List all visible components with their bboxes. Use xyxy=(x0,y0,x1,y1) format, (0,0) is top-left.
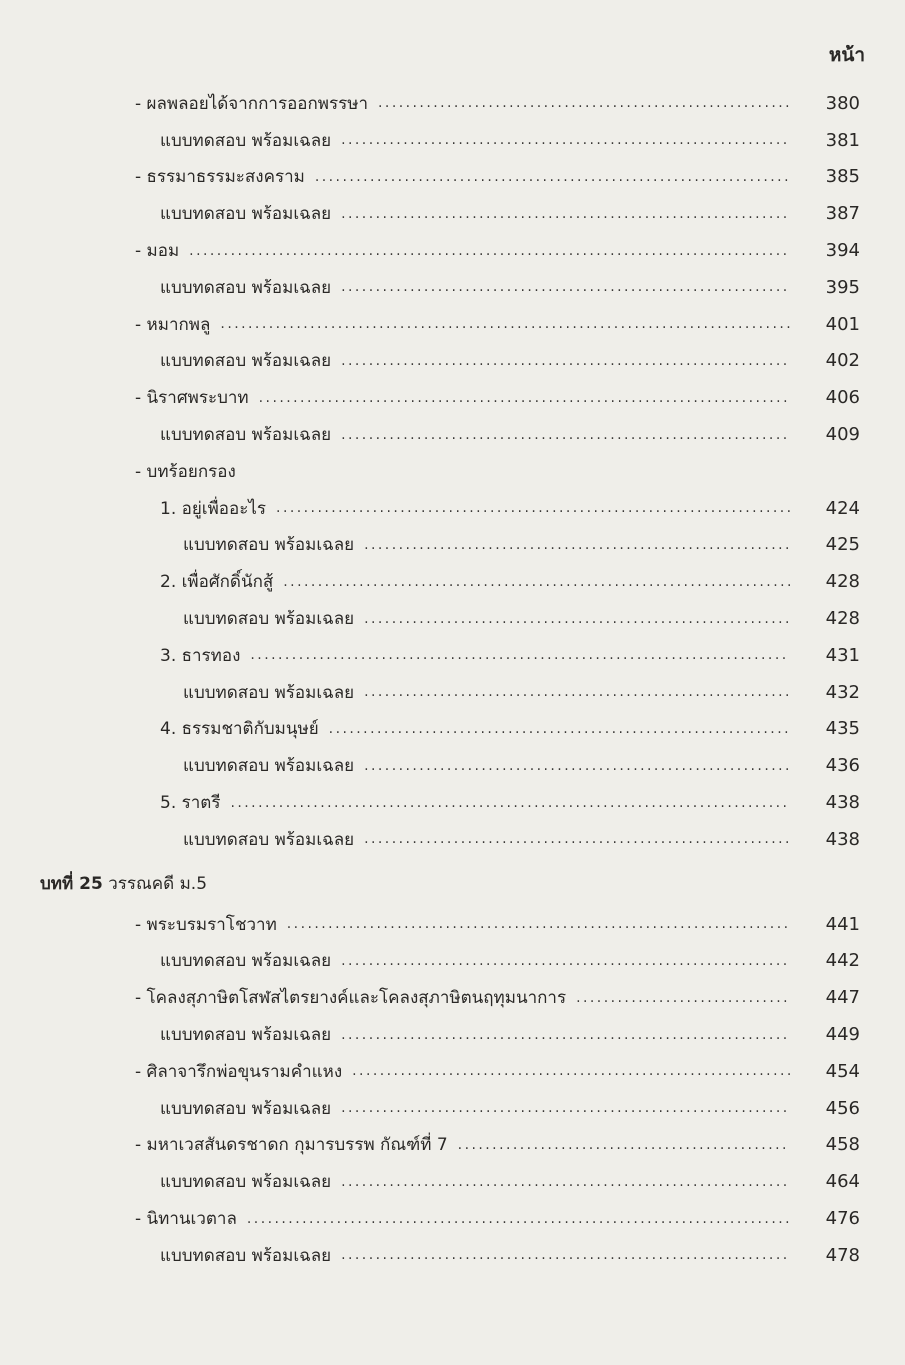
page-number: 442 xyxy=(825,950,860,972)
toc-entry xyxy=(0,159,905,196)
entry-title: - ผลพลอยได้จากการออกพรรษา xyxy=(135,93,369,114)
entry-title: - พระบรมราโชวาท xyxy=(135,914,277,935)
entry-title: แบบทดสอบ พร้อมเฉลย xyxy=(160,277,332,298)
entry-title: แบบทดสอบ พร้อมเฉลย xyxy=(160,130,332,151)
entry-title: 3. ธารทอง xyxy=(160,645,241,666)
dot-leader xyxy=(276,500,790,516)
toc-entry xyxy=(0,784,905,821)
dot-leader xyxy=(364,537,790,553)
toc-entry xyxy=(0,306,905,343)
page-number: 432 xyxy=(825,681,860,703)
dot-leader xyxy=(576,990,790,1006)
dot-leader xyxy=(378,95,790,111)
dot-leader xyxy=(341,427,790,443)
page-number: 431 xyxy=(825,644,860,666)
page-number: 409 xyxy=(825,424,860,446)
toc-entry xyxy=(0,195,905,232)
entry-title: แบบทดสอบ พร้อมเฉลย xyxy=(160,351,332,372)
dot-leader xyxy=(220,316,790,332)
entry-title xyxy=(40,870,217,897)
dot-leader xyxy=(364,758,790,774)
dot-leader xyxy=(364,831,790,847)
page-number: 387 xyxy=(825,203,860,225)
toc-entry xyxy=(0,1053,905,1090)
dot-leader xyxy=(250,647,790,663)
toc-entry xyxy=(0,674,905,711)
toc-entry xyxy=(0,1200,905,1237)
entry-title: แบบทดสอบ พร้อมเฉลย xyxy=(183,535,355,556)
page-number: 380 xyxy=(825,92,860,114)
page-number: 464 xyxy=(825,1171,860,1193)
page-number: 454 xyxy=(825,1060,860,1082)
dot-leader xyxy=(341,279,790,295)
page-number: 401 xyxy=(825,313,860,335)
entry-title: - บทร้อยกรอง xyxy=(135,461,236,482)
entry-title: แบบทดสอบ พร้อมเฉลย xyxy=(160,1098,332,1119)
toc-entry xyxy=(0,416,905,453)
dot-leader xyxy=(315,169,790,185)
dot-leader xyxy=(341,953,790,969)
dot-leader xyxy=(364,611,790,627)
entry-title: แบบทดสอบ พร้อมเฉลย xyxy=(160,951,332,972)
page-number: 438 xyxy=(825,828,860,850)
toc-entry xyxy=(0,821,905,858)
toc-entry xyxy=(0,906,905,943)
page-number: 428 xyxy=(825,608,860,630)
page-number: 436 xyxy=(825,755,860,777)
page-number: 428 xyxy=(825,571,860,593)
page-number: 438 xyxy=(825,792,860,814)
toc-entry xyxy=(0,979,905,1016)
page-number: 435 xyxy=(825,718,860,740)
dot-leader xyxy=(189,243,790,259)
entry-title: 2. เพื่อศักดิ์นักสู้ xyxy=(160,572,274,593)
page-number: 381 xyxy=(825,129,860,151)
chapter-title: วรรณคดี ม.5 xyxy=(108,874,208,895)
toc-entry xyxy=(0,232,905,269)
dot-leader xyxy=(341,132,790,148)
entry-title: - หมากพลู xyxy=(135,314,211,335)
page-number: 406 xyxy=(825,387,860,409)
toc-entry xyxy=(0,343,905,380)
dot-leader xyxy=(341,1247,790,1263)
page-number: 424 xyxy=(825,497,860,519)
page-number: 441 xyxy=(825,913,860,935)
toc-entry xyxy=(0,527,905,564)
table-of-contents xyxy=(0,85,905,1274)
entry-title: แบบทดสอบ พร้อมเฉลย xyxy=(183,609,355,630)
dot-leader xyxy=(352,1063,790,1079)
entry-title: แบบทดสอบ พร้อมเฉลย xyxy=(183,756,355,777)
page-number: 458 xyxy=(825,1134,860,1156)
entry-title: - มหาเวสสันดรชาดก กุมารบรรพ กัณฑ์ที่ 7 xyxy=(135,1135,448,1156)
page-number: 385 xyxy=(825,166,860,188)
dot-leader xyxy=(341,206,790,222)
toc-entry xyxy=(0,1127,905,1164)
toc-entry xyxy=(0,637,905,674)
entry-title: 1. อยู่เพื่ออะไร xyxy=(160,498,267,519)
dot-leader xyxy=(247,1211,790,1227)
toc-entry xyxy=(0,379,905,416)
page-number: 449 xyxy=(825,1024,860,1046)
page-number: 476 xyxy=(825,1208,860,1229)
dot-leader xyxy=(364,684,790,700)
toc-entry xyxy=(0,453,905,490)
page-number: 395 xyxy=(825,276,860,298)
toc-entry xyxy=(0,1237,905,1274)
entry-title: แบบทดสอบ พร้อมเฉลย xyxy=(160,1025,332,1046)
dot-leader xyxy=(329,721,790,737)
toc-entry xyxy=(0,490,905,527)
entry-title: - ธรรมาธรรมะสงคราม xyxy=(135,167,305,188)
toc-entry xyxy=(0,943,905,980)
page-number: 425 xyxy=(825,534,860,556)
toc-entry xyxy=(0,1090,905,1127)
toc-entry xyxy=(0,269,905,306)
toc-entry xyxy=(0,747,905,784)
chapter-heading xyxy=(0,862,905,906)
entry-title: แบบทดสอบ พร้อมเฉลย xyxy=(160,1172,332,1193)
toc-entry xyxy=(0,563,905,600)
page-number: 478 xyxy=(825,1244,860,1266)
dot-leader xyxy=(230,795,790,811)
dot-leader xyxy=(341,1100,790,1116)
toc-entry xyxy=(0,1016,905,1053)
entry-title: - นิทานเวตาล xyxy=(135,1209,237,1229)
toc-entry xyxy=(0,1163,905,1200)
page-number: 447 xyxy=(825,987,860,1009)
page-column-heading: หน้า xyxy=(828,44,865,66)
dot-leader xyxy=(287,916,790,932)
dot-leader xyxy=(259,390,790,406)
toc-entry xyxy=(0,122,905,159)
entry-title: - ศิลาจารึกพ่อขุนรามคำแหง xyxy=(135,1061,343,1082)
entry-title: 5. ราตรี xyxy=(160,793,221,814)
entry-title: 4. ธรรมชาติกับมนุษย์ xyxy=(160,719,319,740)
toc-entry xyxy=(0,600,905,637)
dot-leader xyxy=(283,574,790,590)
entry-title: แบบทดสอบ พร้อมเฉลย xyxy=(160,1245,332,1266)
toc-entry xyxy=(0,85,905,122)
dot-leader xyxy=(341,1027,790,1043)
dot-leader xyxy=(458,1137,790,1153)
entry-title: แบบทดสอบ พร้อมเฉลย xyxy=(160,204,332,225)
entry-title: - นิราศพระบาท xyxy=(135,388,249,409)
entry-title: - มอม xyxy=(135,241,180,262)
dot-leader xyxy=(341,1174,790,1190)
entry-title: แบบทดสอบ พร้อมเฉลย xyxy=(160,425,332,446)
entry-title: แบบทดสอบ พร้อมเฉลย xyxy=(183,682,355,703)
toc-entry xyxy=(0,711,905,748)
page-number: 402 xyxy=(825,350,860,372)
chapter-number: บทที่ 25 xyxy=(40,874,103,895)
entry-title: แบบทดสอบ พร้อมเฉลย xyxy=(183,829,355,850)
page-number: 394 xyxy=(825,240,860,262)
dot-leader xyxy=(341,353,790,369)
page-number: 456 xyxy=(825,1097,860,1119)
entry-title: - โคลงสุภาษิตโสฬสไตรยางค์และโคลงสุภาษิตนฤทุมนาการ xyxy=(135,988,567,1009)
